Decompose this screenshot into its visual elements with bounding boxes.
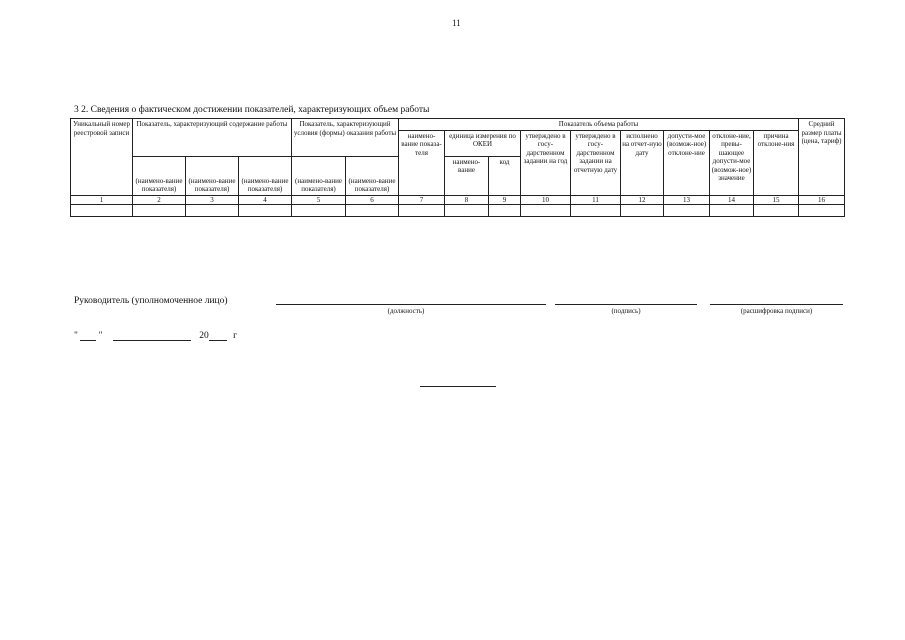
table-cell[interactable] (71, 205, 133, 217)
col-number: 13 (664, 195, 710, 205)
header-executed: исполнено на отчет-ную дату (621, 130, 664, 195)
col-number: 12 (621, 195, 664, 205)
col-number: 10 (521, 195, 571, 205)
col-number: 5 (292, 195, 346, 205)
work-volume-table (70, 118, 845, 217)
col-number: 1 (71, 195, 133, 205)
header-approved-year: утверждено в госу-дарственном задании на год (521, 130, 571, 195)
subheader-name-1: (наимено-вание показателя) (133, 156, 186, 195)
date-day-blank[interactable] (80, 331, 96, 341)
col-number: 15 (754, 195, 799, 205)
subheader-name-2: (наимено-вание показателя) (186, 156, 239, 195)
header-content-indicator: Показатель, характеризующий содержание работы (133, 119, 292, 157)
table-cell[interactable] (346, 205, 399, 217)
signature-decode-line[interactable] (710, 304, 843, 305)
subheader-name-4: (наимено-вание показателя) (292, 156, 346, 195)
date-year-prefix: 20 (199, 331, 209, 341)
table-cell[interactable] (186, 205, 239, 217)
signature-decode-caption: (расшифровка подписи) (740, 307, 813, 315)
column-numbers-row (71, 195, 845, 205)
date-quote-open: " (74, 331, 78, 341)
table-cell[interactable] (292, 205, 346, 217)
position-caption: (должность) (387, 307, 425, 315)
col-number: 16 (799, 195, 845, 205)
position-line[interactable] (276, 304, 546, 305)
col-number: 11 (571, 195, 621, 205)
date-field (74, 331, 237, 341)
header-allowed-deviation: допусти-мое (возмож-ное) отклоне-ние (664, 130, 710, 195)
table-cell[interactable] (664, 205, 710, 217)
footnote-separator (420, 386, 496, 387)
date-year-blank[interactable] (209, 331, 227, 341)
signature-caption: (подпись) (611, 307, 641, 315)
col-number: 7 (399, 195, 445, 205)
table-cell[interactable] (489, 205, 521, 217)
header-approved-date: утверждено в госу-дарственном задании на отчетную дату (571, 130, 621, 195)
table-cell[interactable] (399, 205, 445, 217)
section-title: 3 2. Сведения о фактическом достижении показателей, характеризующих объем работы (74, 105, 430, 115)
date-year-suffix: г (233, 331, 238, 341)
header-average-price: Средний размер платы (цена, тариф) (799, 119, 845, 196)
header-deviation-reason: причина отклоне-ния (754, 130, 799, 195)
table-cell[interactable] (621, 205, 664, 217)
table-cell[interactable] (521, 205, 571, 217)
date-month-blank[interactable] (113, 331, 191, 341)
header-unique-number: Уникальный номер реестровой записи (71, 119, 133, 196)
col-number: 2 (133, 195, 186, 205)
signatory-label: Руководитель (уполномоченное лицо) (74, 296, 228, 306)
subheader-name-3: (наимено-вание показателя) (239, 156, 292, 195)
table-row (71, 205, 845, 217)
header-unit-okei: единица измерения по ОКЕИ (445, 130, 521, 156)
page-number: 11 (452, 18, 461, 28)
table-cell[interactable] (754, 205, 799, 217)
subheader-unit-name: наимено-вание (445, 156, 489, 195)
col-number: 3 (186, 195, 239, 205)
table-cell[interactable] (799, 205, 845, 217)
table-cell[interactable] (133, 205, 186, 217)
subheader-name-5: (наимено-вание показателя) (346, 156, 399, 195)
table-cell[interactable] (239, 205, 292, 217)
col-number: 8 (445, 195, 489, 205)
header-volume-indicator: Показатель объема работы (399, 119, 799, 131)
col-number: 14 (710, 195, 754, 205)
table-cell[interactable] (571, 205, 621, 217)
subheader-unit-code: код (489, 156, 521, 195)
header-exceeding-deviation: отклоне-ние, превы-шающее допусти-мое (возмож-ное) значение (710, 130, 754, 195)
date-quote-close: " (98, 331, 103, 341)
signature-line[interactable] (555, 304, 697, 305)
col-number: 4 (239, 195, 292, 205)
col-number: 9 (489, 195, 521, 205)
table-cell[interactable] (445, 205, 489, 217)
col-number: 6 (346, 195, 399, 205)
header-indicator-name: наимено-вание показа-теля (399, 130, 445, 195)
table-cell[interactable] (710, 205, 754, 217)
header-conditions-indicator: Показатель, характеризующий условия (формы) оказания работы (292, 119, 399, 157)
